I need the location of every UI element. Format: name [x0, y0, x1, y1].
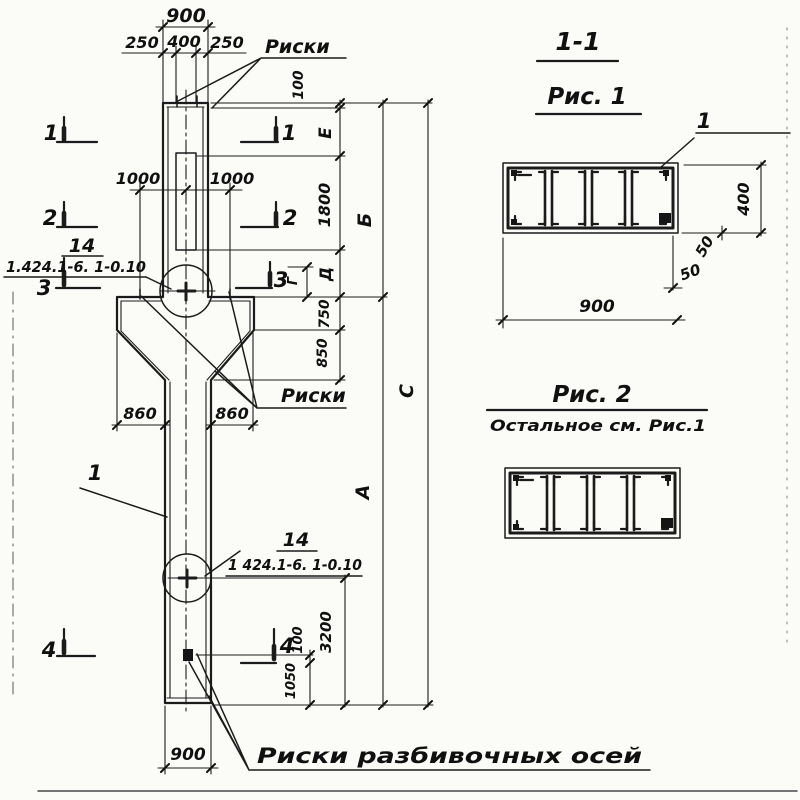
ref-callout-top — [4, 235, 171, 289]
note-riski-top: Риски — [265, 36, 330, 58]
section-1-1 — [496, 27, 790, 328]
ref-num: 14 — [68, 235, 96, 257]
section-mark-2-left — [43, 202, 97, 230]
section-mark-label: 4 — [41, 638, 57, 662]
dim-900: 900 — [579, 297, 615, 317]
dimension-labels — [116, 5, 418, 765]
figure2-caption: Рис. 2 — [552, 382, 632, 408]
section-mark-4-right — [241, 629, 294, 663]
note-riski-mid: Риски — [281, 385, 346, 407]
pos-leader-1-section — [660, 109, 790, 168]
riska-mark-square — [183, 649, 193, 661]
dim-850: 850 — [315, 338, 331, 368]
section-mark-label: 3 — [273, 268, 289, 292]
dim-400: 400 — [734, 182, 753, 216]
section-mark-label: 2 — [42, 206, 58, 230]
note-riski-bottom: Риски разбивочных осей — [257, 744, 643, 768]
dim-offset-100-bottom: 100 — [291, 626, 306, 654]
section-mark-1-right — [241, 117, 296, 145]
section-mark-1-left — [44, 117, 97, 145]
dim-1800: 1800 — [315, 182, 334, 228]
ref-num: 14 — [282, 529, 310, 551]
dim-offset-100-top: 100 — [291, 70, 307, 100]
dim-C: С — [396, 384, 418, 398]
pos-label: 1 — [696, 109, 712, 133]
dim-top-250-left: 250 — [125, 33, 159, 52]
dim-1050: 1050 — [284, 662, 299, 700]
pos-label: 1 — [87, 461, 103, 485]
section-mark-3-right — [236, 262, 288, 292]
section-mark-4-left — [41, 629, 95, 662]
dim-750: 750 — [317, 299, 333, 329]
ref-callout-bottom — [205, 529, 362, 576]
dim-B: Б — [354, 212, 376, 228]
dim-A: А — [352, 484, 374, 500]
section-title: 1-1 — [555, 27, 601, 56]
dim-1000-right: 1000 — [209, 169, 255, 188]
ref-text: 1.424.1-6. 1-0.10 — [6, 258, 146, 276]
dim-top-900: 900 — [166, 5, 206, 27]
dim-50-b: 50 — [677, 260, 704, 285]
section-mark-label: 1 — [281, 121, 297, 145]
dim-D: Д — [316, 266, 335, 282]
ref-text: 1 424.1-6. 1-0.10 — [228, 556, 362, 574]
dim-E: Е — [316, 127, 336, 139]
dim-G: Г — [286, 276, 301, 286]
dimension-lines — [112, 20, 433, 774]
section-mark-2-right — [241, 202, 297, 230]
section-mark-label: 4 — [279, 634, 295, 658]
section-mark-label: 1 — [43, 121, 59, 145]
pos-leader-1 — [80, 461, 167, 517]
dim-50-a: 50 — [691, 232, 718, 261]
section-marks — [37, 117, 298, 663]
section-mark-label: 2 — [282, 206, 298, 230]
dim-860-left: 860 — [123, 404, 157, 423]
dim-top-400: 400 — [167, 32, 201, 51]
dim-top-250-right: 250 — [210, 33, 244, 52]
figure2-note: Остальное см. Рис.1 — [490, 416, 706, 435]
dim-bottom-900: 900 — [170, 745, 206, 765]
dim-1000-left: 1000 — [115, 169, 161, 188]
dim-3200: 3200 — [317, 611, 335, 653]
figure1-caption: Рис. 1 — [547, 84, 627, 110]
section-mark-label: 3 — [36, 276, 52, 300]
figure-2 — [487, 382, 707, 538]
dim-860-right: 860 — [215, 404, 249, 423]
